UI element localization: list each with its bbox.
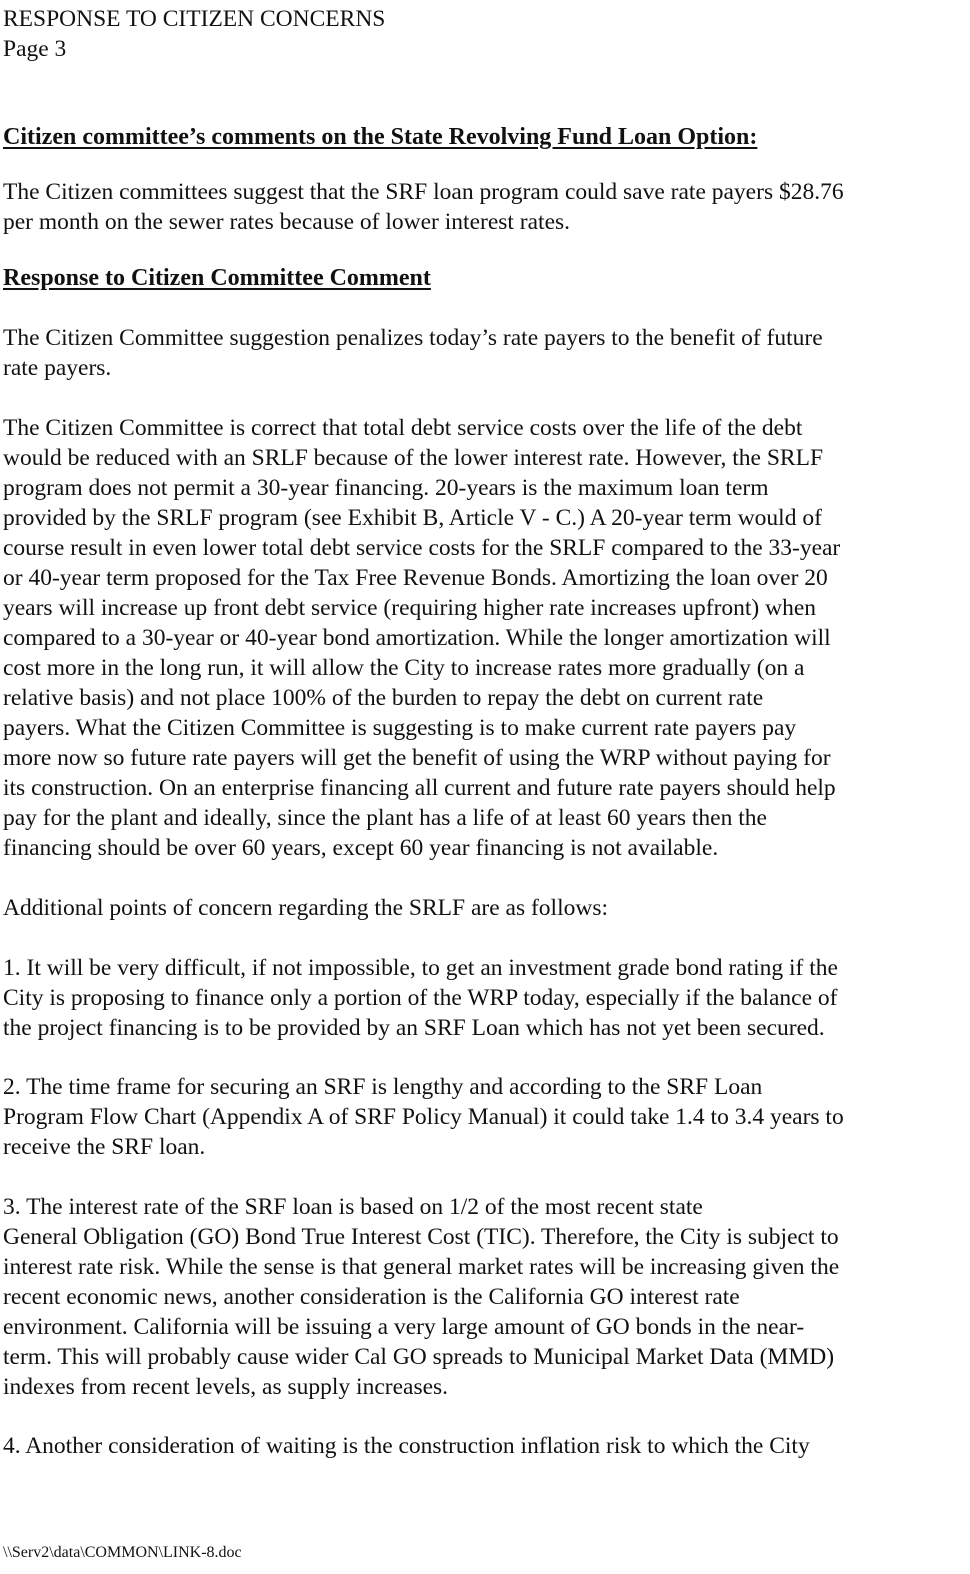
text-line: 2. The time frame for securing an SRF is lengthy and according to the SRF Loan [3,1074,763,1100]
text-line: 4. Another consideration of waiting is the construction inflation risk to which the City [3,1433,810,1459]
text-line: course result in even lower total debt service costs for the SRLF compared to the 33-year [3,535,841,561]
text-line: cost more in the long run, it will allow the City to increase rates more gradually (on a [3,655,805,681]
document-header-title: RESPONSE TO CITIZEN CONCERNS [3,6,386,32]
text-line: per month on the sewer rates because of lower interest rates. [3,209,571,235]
text-line: pay for the plant and ideally, since the plant has a life of at least 60 years then the [3,805,767,831]
text-line: its construction. On an enterprise financing all current and future rate payers should help [3,775,836,801]
paragraph-additional-concerns [3,893,943,923]
text-line: 1. It will be very difficult, if not impossible, to get an investment grade bond rating if the [3,955,838,981]
text-line: term. This will probably cause wider Cal GO spreads to Municipal Market Data (MMD) [3,1344,835,1370]
text-line: relative basis) and not place 100% of the burden to repay the debt on current rate [3,685,764,711]
footer-file-path: \\Serv2\data\COMMON\LINK-8.doc [3,1544,242,1561]
text-line: General Obligation (GO) Bond True Interest Cost (TIC). Therefore, the City is subject to [3,1224,839,1250]
paragraph-debt-service [3,413,943,863]
text-line: 3. The interest rate of the SRF loan is based on 1/2 of the most recent state [3,1194,703,1220]
list-item-3 [3,1192,943,1402]
paragraph-committee-suggestion [3,177,943,237]
text-line: Additional points of concern regarding the SRLF are as follows: [3,895,608,921]
text-line: would be reduced with an SRLF because of the lower interest rate. However, the SRLF [3,445,824,471]
text-line: program does not permit a 30-year financing. 20-years is the maximum loan term [3,475,769,501]
paragraph-response-intro [3,323,943,383]
text-line: recent economic news, another consideration is the California GO interest rate [3,1284,740,1310]
section-heading-response: Response to Citizen Committee Comment [3,265,431,291]
text-line: The Citizen Committee suggestion penalizes today’s rate payers to the benefit of future [3,325,823,351]
text-line: years will increase up front debt service (requiring higher rate increases upfront) when [3,595,817,621]
text-line: or 40-year term proposed for the Tax Free Revenue Bonds. Amortizing the loan over 20 [3,565,828,591]
list-item-1 [3,953,943,1043]
text-line: The Citizen committees suggest that the SRF loan program could save rate payers $28.76 [3,179,844,205]
text-line: environment. California will be issuing a very large amount of GO bonds in the near- [3,1314,805,1340]
text-line: interest rate risk. While the sense is that general market rates will be increasing given the [3,1254,840,1280]
text-line: the project financing is to be provided by an SRF Loan which has not yet been secured. [3,1015,825,1041]
text-line: City is proposing to finance only a portion of the WRP today, especially if the balance of [3,985,838,1011]
text-line: compared to a 30-year or 40-year bond amortization. While the longer amortization will [3,625,831,651]
text-line: financing should be over 60 years, except 60 year financing is not available. [3,835,719,861]
text-line: payers. What the Citizen Committee is suggesting is to make current rate payers pay [3,715,797,741]
text-line: The Citizen Committee is correct that total debt service costs over the life of the debt [3,415,803,441]
text-line: more now so future rate payers will get the benefit of using the WRP without paying for [3,745,831,771]
text-line: indexes from recent levels, as supply increases. [3,1374,449,1400]
list-item-2 [3,1072,943,1162]
text-line: Program Flow Chart (Appendix A of SRF Policy Manual) it could take 1.4 to 3.4 years to [3,1104,844,1130]
text-line: receive the SRF loan. [3,1134,206,1160]
page-number: Page 3 [3,36,67,62]
text-line: rate payers. [3,355,112,381]
text-line: provided by the SRLF program (see Exhibit B, Article V - C.) A 20-year term would of [3,505,822,531]
list-item-4 [3,1431,943,1461]
section-heading-committee-comments: Citizen committee’s comments on the State Revolving Fund Loan Option: [3,124,758,150]
